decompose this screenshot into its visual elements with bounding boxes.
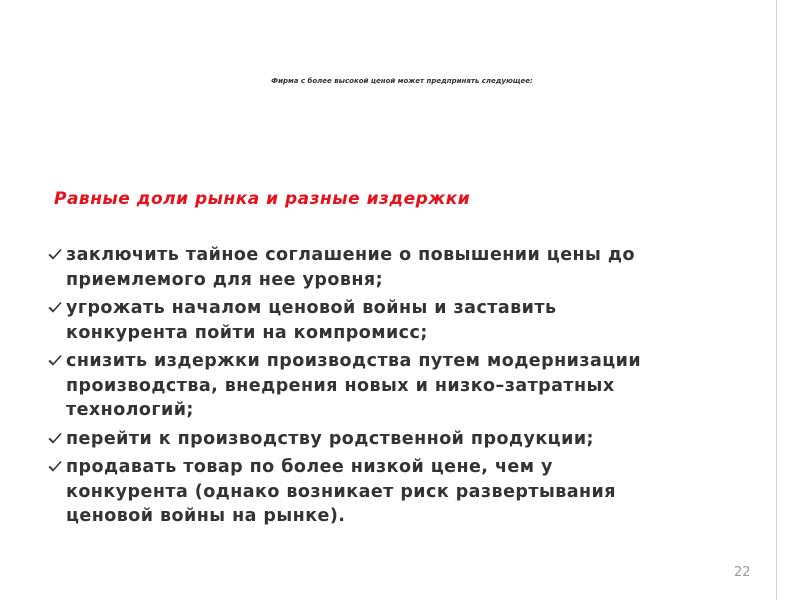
bullet-line: конкурента пойти на компромисс; bbox=[66, 322, 428, 343]
bullet-line: перейти к производству родственной продукции; bbox=[66, 428, 594, 449]
bullet-item bbox=[46, 296, 726, 345]
checkmark-icon bbox=[48, 301, 62, 313]
bullet-line: заключить тайное соглашение о повышении цены до bbox=[66, 245, 635, 265]
bullet-line: технологий; bbox=[66, 400, 194, 420]
checkmark-icon bbox=[48, 354, 62, 366]
bullet-line: производства, внедрения новых и низко–затратных bbox=[66, 375, 615, 396]
checkmark-icon bbox=[48, 248, 62, 260]
bullet-line: приемлемого для нее уровня; bbox=[66, 269, 384, 290]
right-divider bbox=[776, 0, 777, 600]
bullet-line: конкурента (однако возникает риск развертывания bbox=[66, 481, 616, 502]
bullet-list bbox=[46, 243, 726, 533]
bullet-line: угрожать началом ценовой войны и заставить bbox=[66, 298, 557, 318]
page-number: 22 bbox=[734, 565, 751, 580]
bullet-item bbox=[46, 349, 726, 423]
slide-subtitle: Равные доли рынка и разные издержки bbox=[54, 189, 471, 209]
bullet-line: снизить издержки производства путем модернизации bbox=[66, 351, 642, 371]
checkmark-icon bbox=[48, 432, 62, 444]
bullet-item bbox=[46, 427, 726, 452]
bullet-line: продавать товар по более низкой цене, чем у bbox=[66, 457, 553, 477]
bullet-item bbox=[46, 455, 726, 529]
slide-title: Фирма с более высокой ценой может предпринять следующее: bbox=[271, 77, 533, 85]
bullet-item bbox=[46, 243, 726, 292]
checkmark-icon bbox=[48, 460, 62, 472]
bullet-line: ценовой войны на рынке). bbox=[66, 506, 346, 526]
